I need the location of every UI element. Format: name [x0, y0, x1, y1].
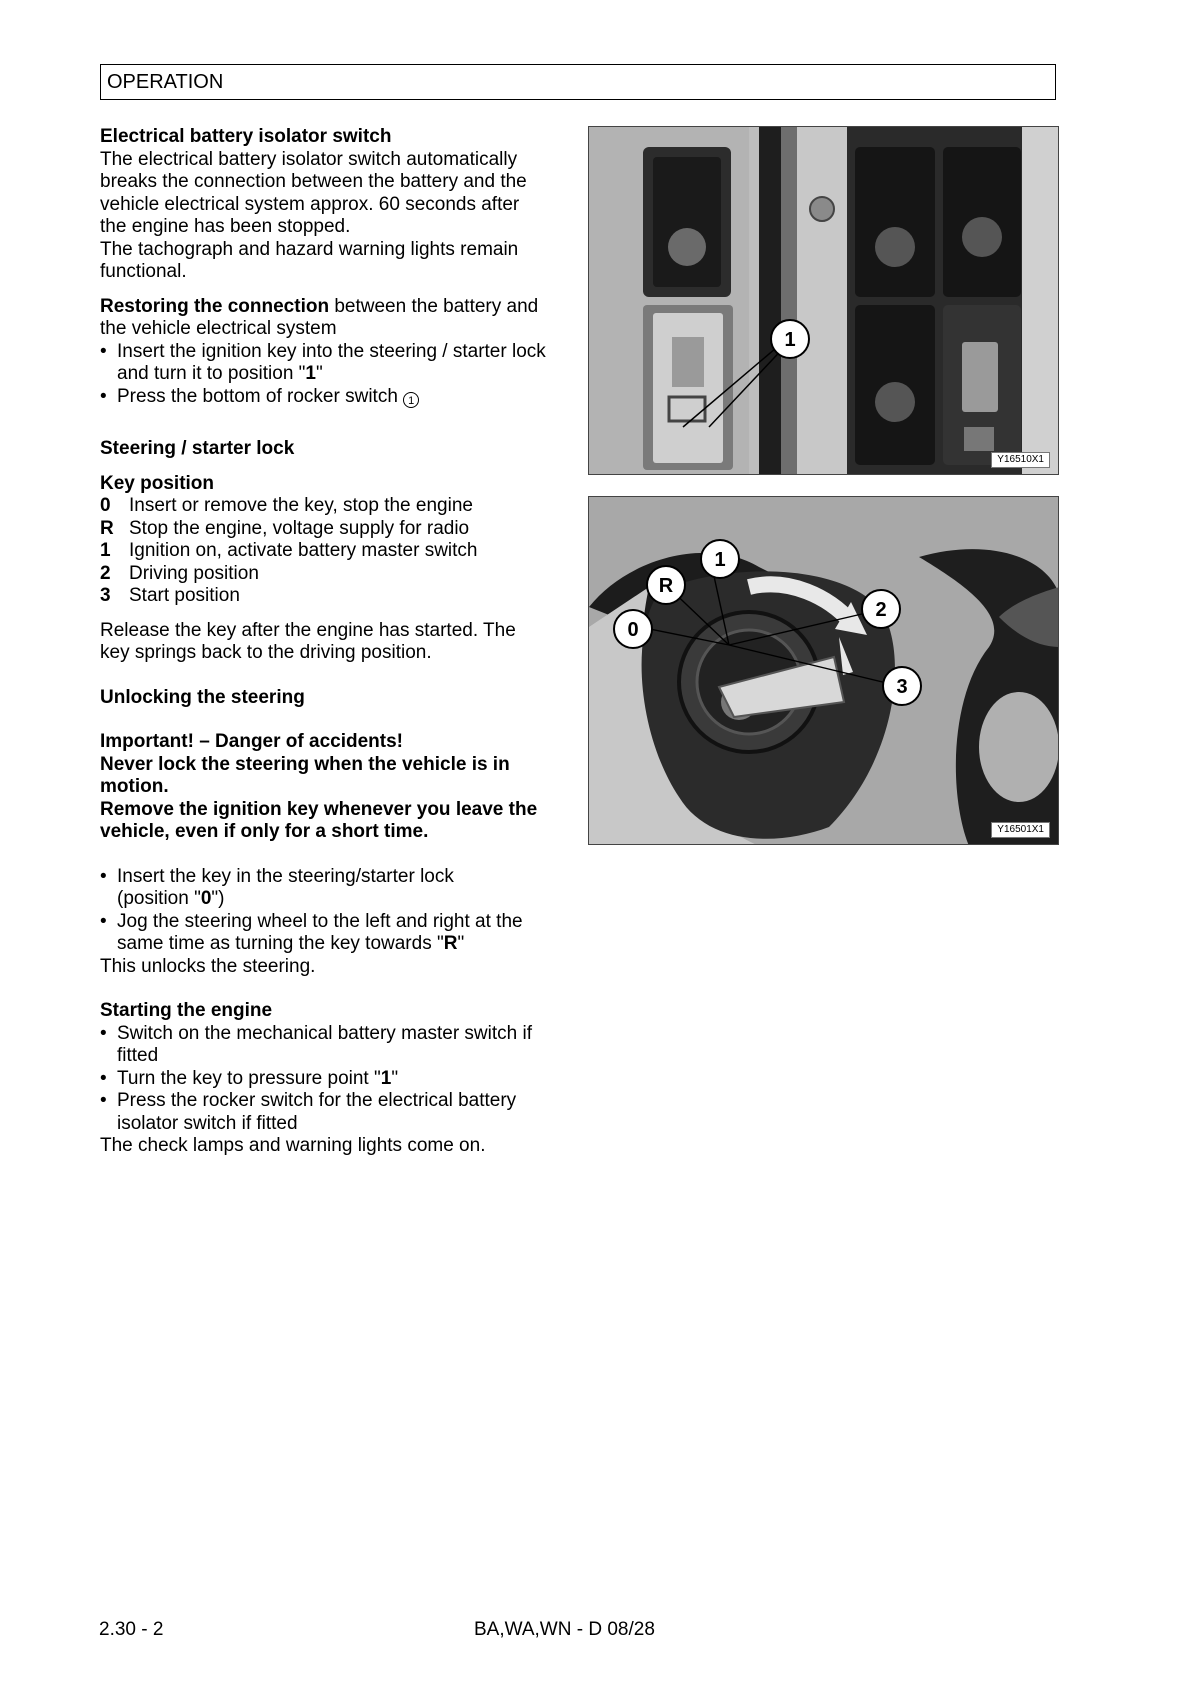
isolator-line: vehicle electrical system approx. 60 seconds after: [100, 193, 520, 215]
battery-isolator-heading: Electrical battery isolator switch: [100, 126, 392, 147]
circled-number: 1: [403, 392, 419, 408]
figure-code: Y16501X1: [991, 822, 1050, 838]
seat-heater-icon: [964, 427, 994, 451]
key-row: 2 Driving position: [100, 562, 259, 584]
switch-panel-figure: [588, 126, 1059, 475]
indicator-lamp: [810, 197, 834, 221]
isolator-line: the engine has been stopped.: [100, 216, 351, 237]
text-column: [100, 126, 590, 1158]
restoring-bullet-2: [100, 386, 590, 409]
document-code: BA,WA,WN - D 08/28: [474, 1619, 655, 1640]
key-row: 3 Start position: [100, 585, 240, 606]
figure-code: Y16510X1: [991, 452, 1050, 468]
starting-after: The check lamps and warning lights come on.: [100, 1135, 486, 1156]
starting-bullet-3: • Press the rocker switch for the electrical battery isolator switch if fitted: [100, 1090, 590, 1135]
warning-line: Remove the ignition key whenever you leave the: [100, 798, 538, 820]
unlocking-bullet-2: • Jog the steering wheel to the left and right at the same time as turning the key towards "R": [100, 911, 590, 956]
bullet-text: and turn it to position "1": [117, 363, 323, 384]
page-number: 2.30 - 2: [99, 1619, 164, 1640]
starting-bullet-1: • Switch on the mechanical battery master switch if fitted: [100, 1023, 590, 1068]
battery-rocker-switch: [653, 313, 723, 463]
unlocking-bullet-1: • Insert the key in the steering/starter lock (position "0"): [100, 866, 590, 911]
isolator-line: functional.: [100, 261, 187, 282]
section-header-title: OPERATION: [107, 71, 224, 93]
brake-icon: [875, 382, 915, 422]
bullet-text: • Press the bottom of rocker switch 1: [117, 386, 590, 409]
restoring-paragraph: [100, 296, 590, 319]
callout-r-label: R: [658, 575, 674, 597]
starting-heading: Starting the engine: [100, 1000, 273, 1021]
callout-1-label: 1: [784, 329, 796, 351]
restoring-line2: the vehicle electrical system: [100, 318, 337, 339]
key-row: 0 Insert or remove the key, stop the engine: [100, 495, 473, 516]
warning-line: vehicle, even if only for a short time.: [100, 821, 429, 842]
callout-1-label: 1: [714, 549, 726, 571]
unlocking-heading: Unlocking the steering: [100, 686, 305, 708]
callout-2-label: 2: [875, 599, 887, 621]
thumbwheel: [962, 342, 998, 412]
callout-0-label: 0: [627, 619, 639, 641]
restoring-lead: Restoring the connection: [100, 295, 330, 317]
callout-3-label: 3: [896, 676, 908, 698]
horn-icon: [875, 227, 915, 267]
ignition-lock-illustration: [589, 497, 1059, 845]
switch-panel-illustration: [589, 127, 1059, 475]
warning-line: motion.: [100, 776, 169, 797]
isolator-line: The tachograph and hazard warning lights remain: [100, 238, 519, 260]
release-line: Release the key after the engine has started. The: [100, 619, 516, 641]
starting-bullet-2: • Turn the key to pressure point "1": [100, 1068, 590, 1091]
unlocking-after: This unlocks the steering.: [100, 955, 316, 977]
restoring-rest: between the battery and: [329, 295, 539, 317]
isolator-line: breaks the connection between the battery and the: [100, 171, 527, 192]
key-row: 1 Ignition on, activate battery master switch: [100, 540, 478, 561]
release-line: key springs back to the driving position.: [100, 642, 432, 663]
tachograph-icon: [668, 228, 706, 266]
warning-line: Important! – Danger of accidents!: [100, 731, 403, 752]
restoring-bullet-1: [100, 341, 590, 386]
section-header-box: [100, 64, 1056, 100]
hazard-icon: [962, 217, 1002, 257]
bullet-text: • Insert the ignition key into the steering / starter lock: [117, 340, 546, 362]
warning-line: Never lock the steering when the vehicle is in: [100, 753, 510, 775]
ignition-lock-figure: [588, 496, 1059, 845]
steering-lock-heading: Steering / starter lock: [100, 438, 295, 459]
key-position-heading: Key position: [100, 472, 215, 494]
key-row: R Stop the engine, voltage supply for radio: [100, 517, 470, 539]
isolator-line: The electrical battery isolator switch automatically: [100, 148, 518, 170]
